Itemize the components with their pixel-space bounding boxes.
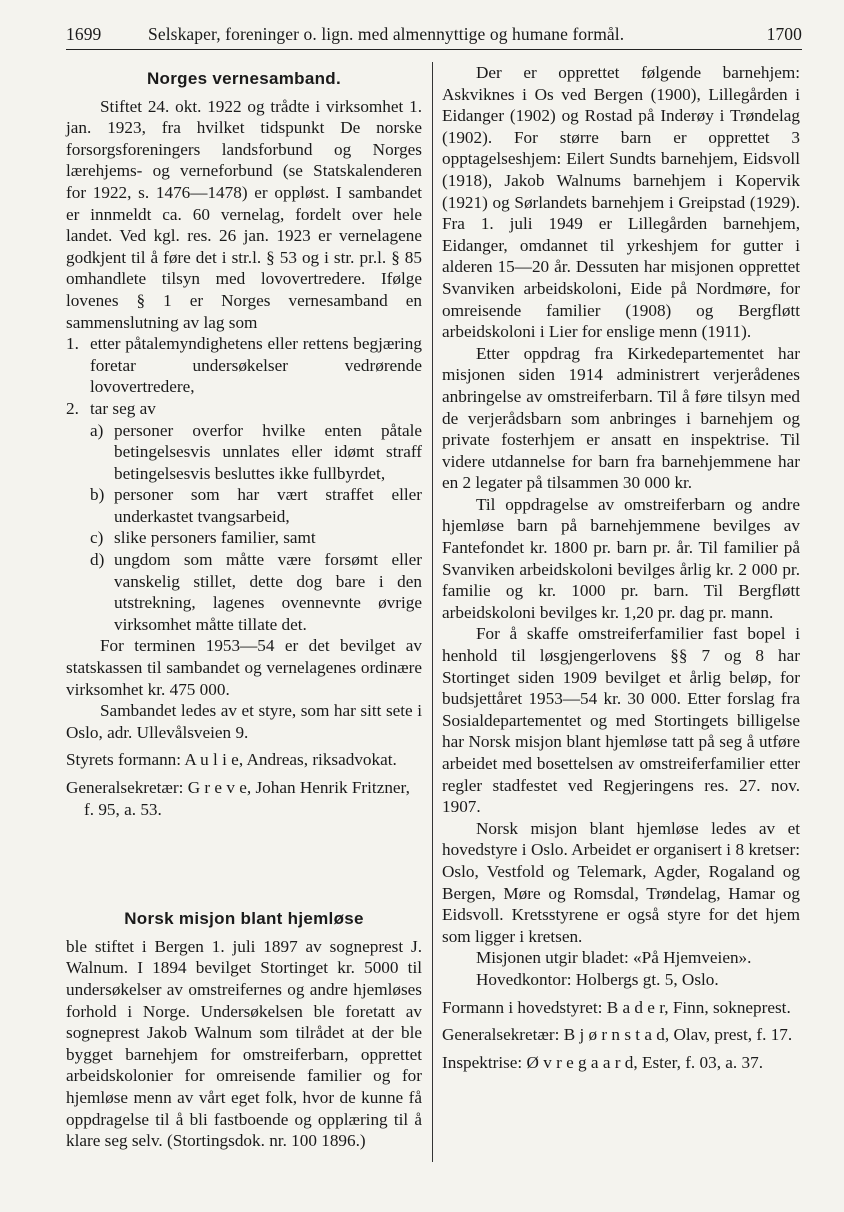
- section-heading-misjon: Norsk misjon blant hjemløse: [124, 909, 364, 929]
- list-number: 1.: [66, 334, 79, 354]
- column-divider: [432, 62, 433, 1162]
- vernesamband-intro: Stiftet 24. okt. 1922 og trådte i virksomhet 1. jan. 1923, fra hvilket tidspunkt De norske forsorgsforeningers landsforbund og Norges lærehjems- og verneforbund (se Statskalenderen for 1922, s. 1476—1478) er oppløst. I sambandet er innmeldt ca. 60 vernelag, fordelt over hele landet. Ved kgl. res. 26 jan. 1923 er vernelagene godkjent til å føre det i str.l. § 53 og i str. pr.l. § 85 omhandlete tilsyn med lovovertredere. Ifølge lovenes § 1 er Norges vernesamband en sammenslutning av lag som: [66, 96, 422, 332]
- hovedstyre-paragraph: Norsk misjon blant hjemløse ledes av et hovedstyre i Oslo. Arbeidet er organisert i 8 kretser: Oslo, Vestfold og Telemark, Agder, Rogaland og Bergen, Møre og Romsdal, Trøndelag, Hamar og Eidsvoll. Kretsstyrene er også styre for det hjem som ligger i kretsen.: [442, 818, 800, 946]
- list-text: personer som har vært straffet eller underkastet tvangsarbeid,: [114, 485, 422, 526]
- chair-entry: Styrets formann: A u l i e, Andreas, riksadvokat.: [66, 750, 397, 770]
- kirkedepartement-paragraph: Etter oppdrag fra Kirkedepartementet har misjonen siden 1914 administrert verjerådenes anbringelse av omstreiferbarn. Til å føre tilsyn med de verjerådsbarn som anbringes i barnehjem og private fosterhjem er ansatt en inspektrise. Til videre utdannelse for barn fra barnehjemmene har en 2 legater på tilsammen 30 000 kr.: [442, 343, 800, 493]
- list-item-1: [66, 333, 422, 398]
- section-heading-vernesamband: Norges vernesamband.: [146, 69, 341, 88]
- list-letter: c): [90, 528, 104, 548]
- right-column: [442, 62, 800, 1073]
- list-letter: d): [90, 550, 105, 570]
- board-paragraph: Sambandet ledes av et styre, som har sitt sete i Oslo, adr. Ullevålsveien 9.: [66, 701, 422, 742]
- list-item-2a: [66, 420, 422, 485]
- page-header: [66, 24, 802, 50]
- list-item-2d: [66, 549, 422, 635]
- bopel-paragraph: For å skaffe omstreiferfamilier fast bopel i henhold til løsgjengerlovens §§ 7 og 8 har Stortinget siden 1909 bevilget et årlig beløp, for budsjettåret 1953—54 kr. 30 000. Etter forslag fra Sosialdepartementet og med Stortingets billigelse har Norsk misjon blant hjemløse tatt på seg å utføre arbeidet med bosettelsen av omstreiferfamilier etter regler stadfestet ved Regjeringens res. 27. nov. 1907.: [442, 624, 800, 817]
- barnehjem-paragraph: Der er opprettet følgende barnehjem: Askviknes i Os ved Bergen (1900), Lillegården i Eidanger (1902) og Rostad på Inderøy i Trøndelag (1902). For større barn er opprettet 3 opptagelseshjem: Eilert Sundts barnehjem, Eidsvoll (1918), Jakob Walnums barnehjem i Kopervik (1921) og Sørlandets barnehjem i Greipstad (1929). Fra 1. juli 1949 er Lillegården barnehjem, Eidanger, omdannet til yrkeshjem for gutter i alderen 15—20 år. Dessuten har misjonen opprettet Svanviken arbeidskoloni, Eide på Nordmøre, for omreisende familier (1908) og Bergfløtt arbeidskoloni i Lier for enslige menn (1911).: [442, 63, 800, 342]
- list-text: tar seg av: [90, 398, 156, 418]
- list-text: personer overfor hvilke enten påtale betingelsesvis unnlates eller idømt straff betingelsesvis besluttes ikke fullbyrdet,: [114, 420, 422, 483]
- list-letter: a): [90, 420, 104, 440]
- list-text: ungdom som måtte være forsømt eller vanskelig stillet, dette dog bare i den utstrekning, lagenes ovennevnte øvrige virksomhet måtte tillate det.: [114, 550, 422, 634]
- oppdragelse-paragraph: Til oppdragelse av omstreiferbarn og andre hjemløse barn på barnehjemmene bevilges av Fantefondet kr. 1800 pr. barn pr. år. Til familier på Svanviken arbeidskoloni bevilges årlig kr. 2 000 pr. familie og kr. 1000 pr. barn. Til Bergfløtt arbeidskoloni bevilges kr. 1,20 pr. dag pr. mann.: [442, 494, 800, 622]
- left-column: [66, 62, 422, 1152]
- page-number-left: 1699: [66, 24, 102, 44]
- list-item-2c: [66, 527, 422, 549]
- list-letter: b): [90, 485, 105, 505]
- secretary-entry: Generalsekretær: G r e v e, Johan Henrik Fritzner, f. 95, a. 53.: [66, 778, 410, 819]
- page-number-right: 1700: [766, 24, 802, 44]
- misjon-intro: ble stiftet i Bergen 1. juli 1897 av sogneprest J. Walnum. I 1894 bevilget Stortinget kr. 5000 til undersøkelser av omstreifernes og andre hjemløses forhold i Norge. Undersøkelsen ble foretatt av sogneprest Jakob Walnum som tilrådet at der ble bygget barnehjem for omstreiferbarn, opprettet arbeidskolonier for omreisende familier og for hjemløse menn av vårt eget folk, hvor de kunne få oppdragelse til å bli fastboende og opplæring til å klare seg selv. (Stortingsdok. nr. 100 1896.): [66, 936, 422, 1151]
- inspektrise-entry: Inspektrise: Ø v r e g a a r d, Ester, f. 03, a. 37.: [442, 1052, 764, 1072]
- list-text: etter påtalemyndighetens eller rettens begjæring foretar undersøkelser vedrørende lovovertredere,: [90, 334, 422, 397]
- funding-paragraph: For terminen 1953—54 er det bevilget av statskassen til sambandet og vernelagenes ordinære virksomhet kr. 475 000.: [66, 636, 422, 699]
- header-rule: [66, 49, 802, 50]
- hovedkontor-paragraph: Hovedkontor: Holbergs gt. 5, Oslo.: [476, 969, 719, 989]
- list-text: slike personers familier, samt: [114, 528, 316, 548]
- running-title: Selskaper, foreninger o. lign. med almennyttige og humane formål.: [148, 24, 625, 44]
- list-item-2b: [66, 484, 422, 527]
- list-number: 2.: [66, 398, 79, 418]
- generalsekretaer-entry: Generalsekretær: B j ø r n s t a d, Olav, prest, f. 17.: [442, 1025, 793, 1045]
- formann-entry: Formann i hovedstyret: B a d e r, Finn, sokneprest.: [442, 997, 791, 1017]
- list-item-2: [66, 398, 422, 420]
- blad-paragraph: Misjonen utgir bladet: «På Hjemveien».: [476, 948, 752, 968]
